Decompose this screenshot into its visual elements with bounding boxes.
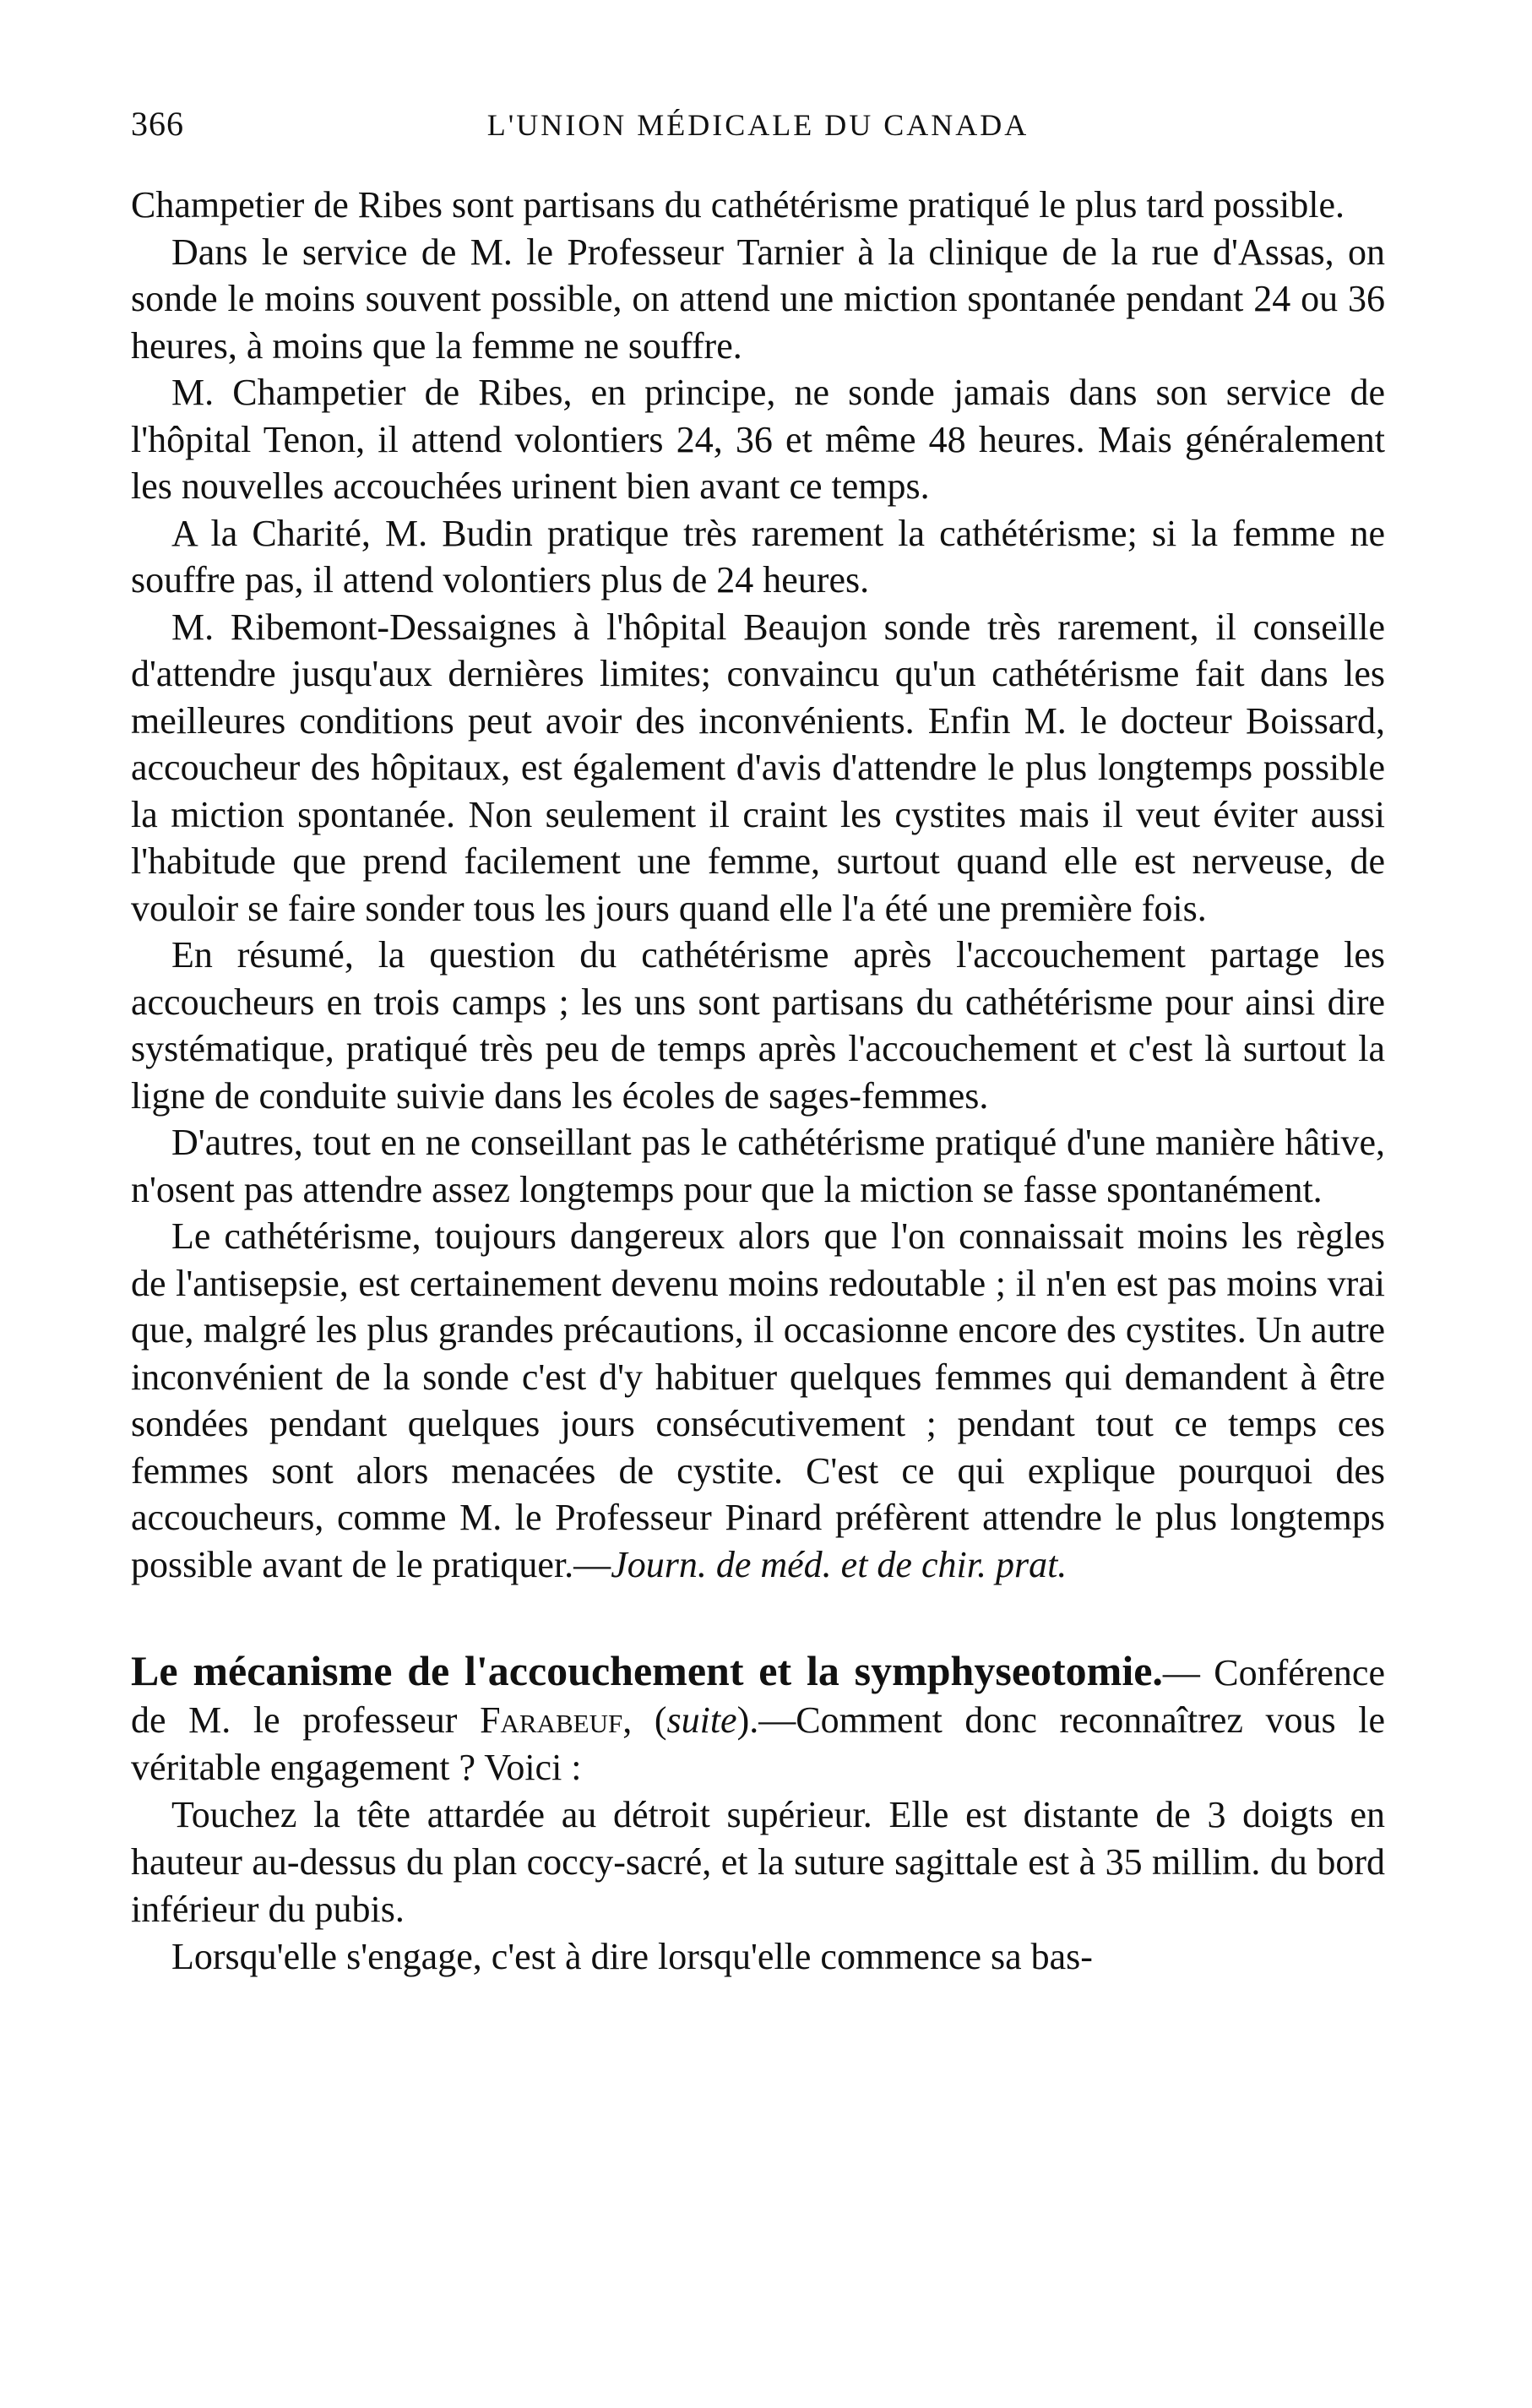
running-head bbox=[131, 97, 1385, 148]
author-name: Farabeuf bbox=[480, 1699, 623, 1741]
intro-text: — Conférence de M. le professeur bbox=[131, 1652, 1385, 1741]
book-page bbox=[131, 97, 1385, 1981]
paragraph: D'autres, tout en ne conseillant pas le cathétérisme pratiqué d'une manière hâtive, n'osent pas attendre assez longtemps pour que la miction se fasse spontanément. bbox=[131, 1122, 1385, 1210]
section-title: Le mécanisme de l'accouchement et la symphyseotomie. bbox=[131, 1647, 1163, 1694]
article-body bbox=[131, 182, 1385, 1588]
paragraph: Lorsqu'elle s'engage, c'est à dire lorsqu'elle commence sa bas- bbox=[171, 1936, 1093, 1977]
paragraph-with-citation bbox=[131, 1213, 1385, 1588]
paragraph: En résumé, la question du cathétérisme après l'accouchement partage les accoucheurs en trois camps ; les uns sont partisans du cathétérisme pour ainsi dire systématique, pratiqué très peu de temps après l'accouchement et c'est là surtout la ligne de conduite suivie dans les écoles de sages-femmes. bbox=[131, 934, 1385, 1117]
paragraph-text: Le cathétérisme, toujours dangereux alors que l'on connaissait moins les règles de l'antisepsie, est certainement devenu moins redoutable ; il n'en est pas moins vrai que, malgré les plus grandes précautions, il occasionne encore des cystites. Un autre inconvénient de la sonde c'est d'y habituer quelques femmes qui demandent à être sondées pendant quelques jours consécutivement ; pendant tout ce temps ces femmes sont alors menacées de cystite. C'est ce qui explique pourquoi des accoucheurs, comme M. le Professeur Pinard préfèrent attendre le plus longtemps possible avant de le pratiquer.— bbox=[131, 1215, 1385, 1585]
suite-label: suite bbox=[666, 1699, 737, 1741]
paragraph: Dans le service de M. le Professeur Tarnier à la clinique de la rue d'Assas, on sonde le moins souvent possible, on attend une miction spontanée pendant 24 ou 36 heures, à moins que la femme ne souffre. bbox=[131, 231, 1385, 367]
intro-text-3: ).—Comment donc reconnaîtrez vous le véritable engagement ? Voici : bbox=[131, 1699, 1385, 1788]
journal-citation: Journ. de méd. et de chir. prat. bbox=[611, 1543, 1068, 1585]
paragraph: Champetier de Ribes sont partisans du cathétérisme pratiqué le plus tard possible. bbox=[131, 184, 1345, 226]
paragraph: M. Ribemont-Dessaignes à l'hôpital Beaujon sonde très rarement, il conseille d'attendre jusqu'aux dernières limites; convaincu qu'un cathétérisme fait dans les meilleures conditions peut avoir des inconvénients. Enfin M. le docteur Boissard, accoucheur des hôpitaux, est également d'avis d'attendre le plus longtemps possible la miction spontanée. Non seulement il craint les cystites mais il veut éviter aussi l'habitude que prend facilement une femme, surtout quand elle est nerveuse, de vouloir se faire sonder tous les jours quand elle l'a été une première fois. bbox=[131, 606, 1385, 929]
paragraph: A la Charité, M. Budin pratique très rarement la cathétérisme; si la femme ne souffre pas, il attend volontiers plus de 24 heures. bbox=[131, 512, 1385, 601]
symphyseotomy-section bbox=[131, 1647, 1385, 1981]
intro-text-2: , ( bbox=[622, 1699, 667, 1741]
journal-title: L'UNION MÉDICALE DU CANADA bbox=[486, 108, 1029, 142]
paragraph: M. Champetier de Ribes, en principe, ne sonde jamais dans son service de l'hôpital Tenon, il attend volontiers 24, 36 et même 48 heures. Mais généralement les nouvelles accouchées urinent bien avant ce temps. bbox=[131, 372, 1385, 507]
page-number: 366 bbox=[131, 105, 184, 143]
paragraph: Touchez la tête attardée au détroit supérieur. Elle est distante de 3 doigts en hauteur au-dessus du plan coccy-sacré, et la suture sagittale est à 35 millim. du bord inférieur du pubis. bbox=[131, 1794, 1385, 1930]
section-intro bbox=[131, 1647, 1385, 1791]
